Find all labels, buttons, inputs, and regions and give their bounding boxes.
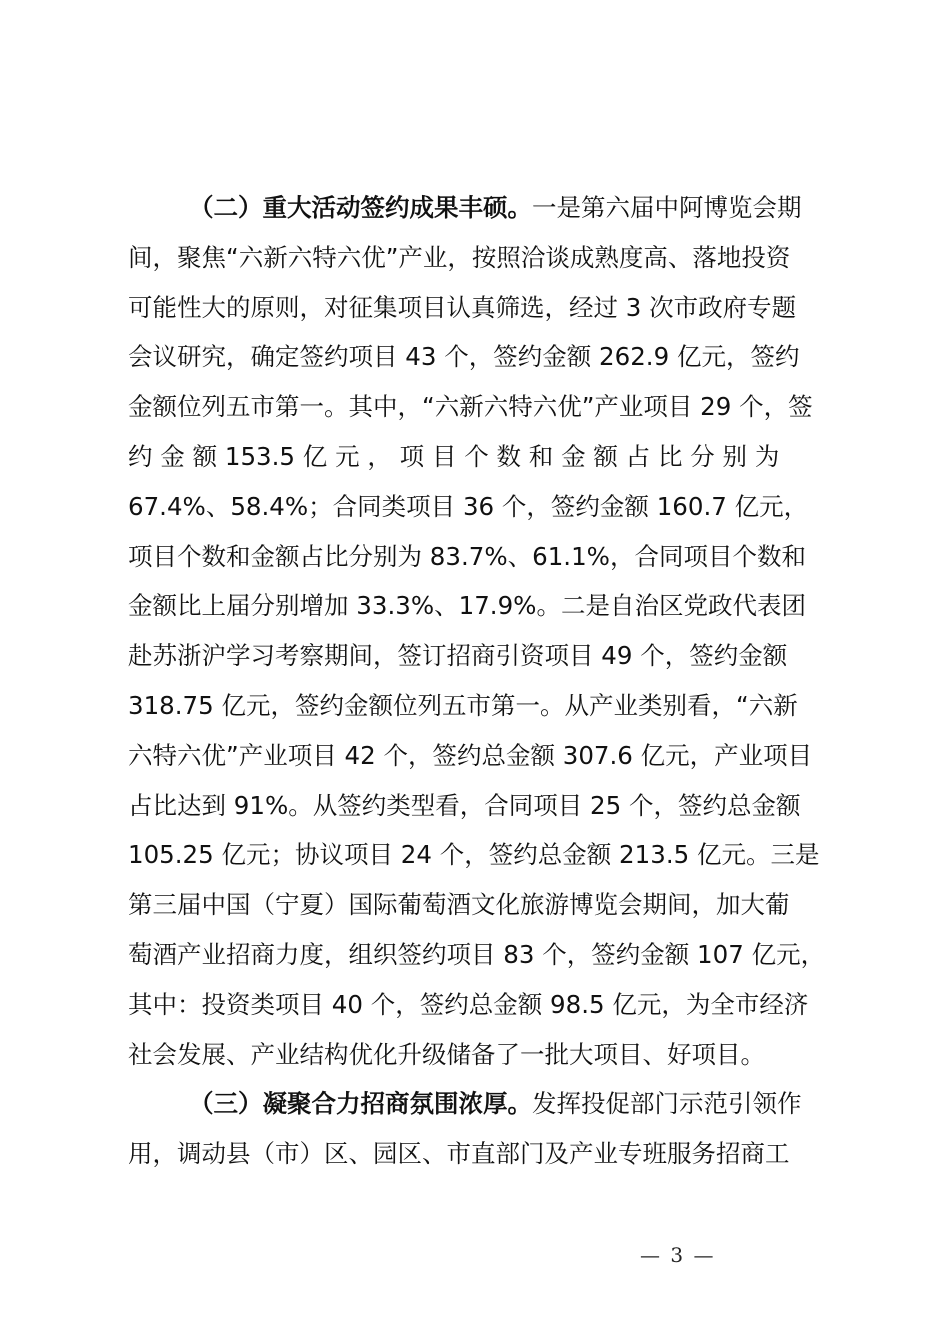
paragraph-text: 发挥投促部门示范引领作 — [532, 1089, 802, 1119]
paragraph-line: 间，聚焦“六新六特六优”产业，按照洽谈成熟度高、落地投资 — [128, 242, 791, 272]
paragraph-line: 会议研究，确定签约项目 43 个，签约金额 262.9 亿元，签约 — [128, 342, 800, 372]
paragraph-text: 一是第六届中阿博览会期 — [532, 193, 802, 222]
paragraph-line: 金额比上届分别增加 33.3%、17.9%。二是自治区党政代表团 — [128, 591, 806, 621]
paragraph-line — [128, 1079, 834, 1129]
paragraph-line: 约 金 额 153.5 亿 元 ， 项 目 个 数 和 金 额 占 比 分 别 为 — [128, 441, 780, 471]
paragraph-line: 可能性大的原则，对征集项目认真筛选，经过 3 次市政府专题 — [128, 292, 797, 322]
paragraph-line: 第三届中国（宁夏）国际葡萄酒文化旅游博览会期间，加大葡 — [128, 890, 790, 920]
paragraph-line: 六特六优”产业项目 42 个，签约总金额 307.6 亿元，产业项目 — [128, 740, 813, 770]
paragraph-line: 其中：投资类项目 40 个，签约总金额 98.5 亿元，为全市经济 — [128, 989, 809, 1019]
paragraph-line: 金额位列五市第一。其中，“六新六特六优”产业项目 29 个，签 — [128, 392, 813, 422]
section-heading-3: （三）凝聚合力招商氛围浓厚。 — [189, 1089, 532, 1119]
paragraph-line: 赴苏浙沪学习考察期间，签订招商引资项目 49 个，签约金额 — [128, 641, 788, 671]
section-heading-2: （二）重大活动签约成果丰硕。 — [189, 193, 532, 222]
paragraph-line: 105.25 亿元；协议项目 24 个，签约总金额 213.5 亿元。三是 — [128, 840, 820, 870]
paragraph-line — [128, 183, 834, 233]
paragraph-line: 占比达到 91%。从签约类型看，合同项目 25 个，签约总金额 — [128, 790, 801, 820]
paragraph-line: 项目个数和金额占比分别为 83.7%、61.1%，合同项目个数和 — [128, 541, 806, 571]
paragraph-line: 318.75 亿元，签约金额位列五市第一。从产业类别看，“六新 — [128, 690, 798, 720]
page-number: — 3 — — [640, 1243, 716, 1267]
paragraph-line: 67.4%、58.4%；合同类项目 36 个，签约金额 160.7 亿元， — [128, 491, 809, 521]
paragraph-line: 用，调动县（市）区、园区、市直部门及产业专班服务招商工 — [128, 1139, 790, 1169]
paragraph-line: 萄酒产业招商力度，组织签约项目 83 个，签约金额 107 亿元， — [128, 939, 826, 969]
body-text — [128, 183, 834, 1179]
paragraph-line: 社会发展、产业结构优化升级储备了一批大项目、好项目。 — [128, 1039, 765, 1069]
